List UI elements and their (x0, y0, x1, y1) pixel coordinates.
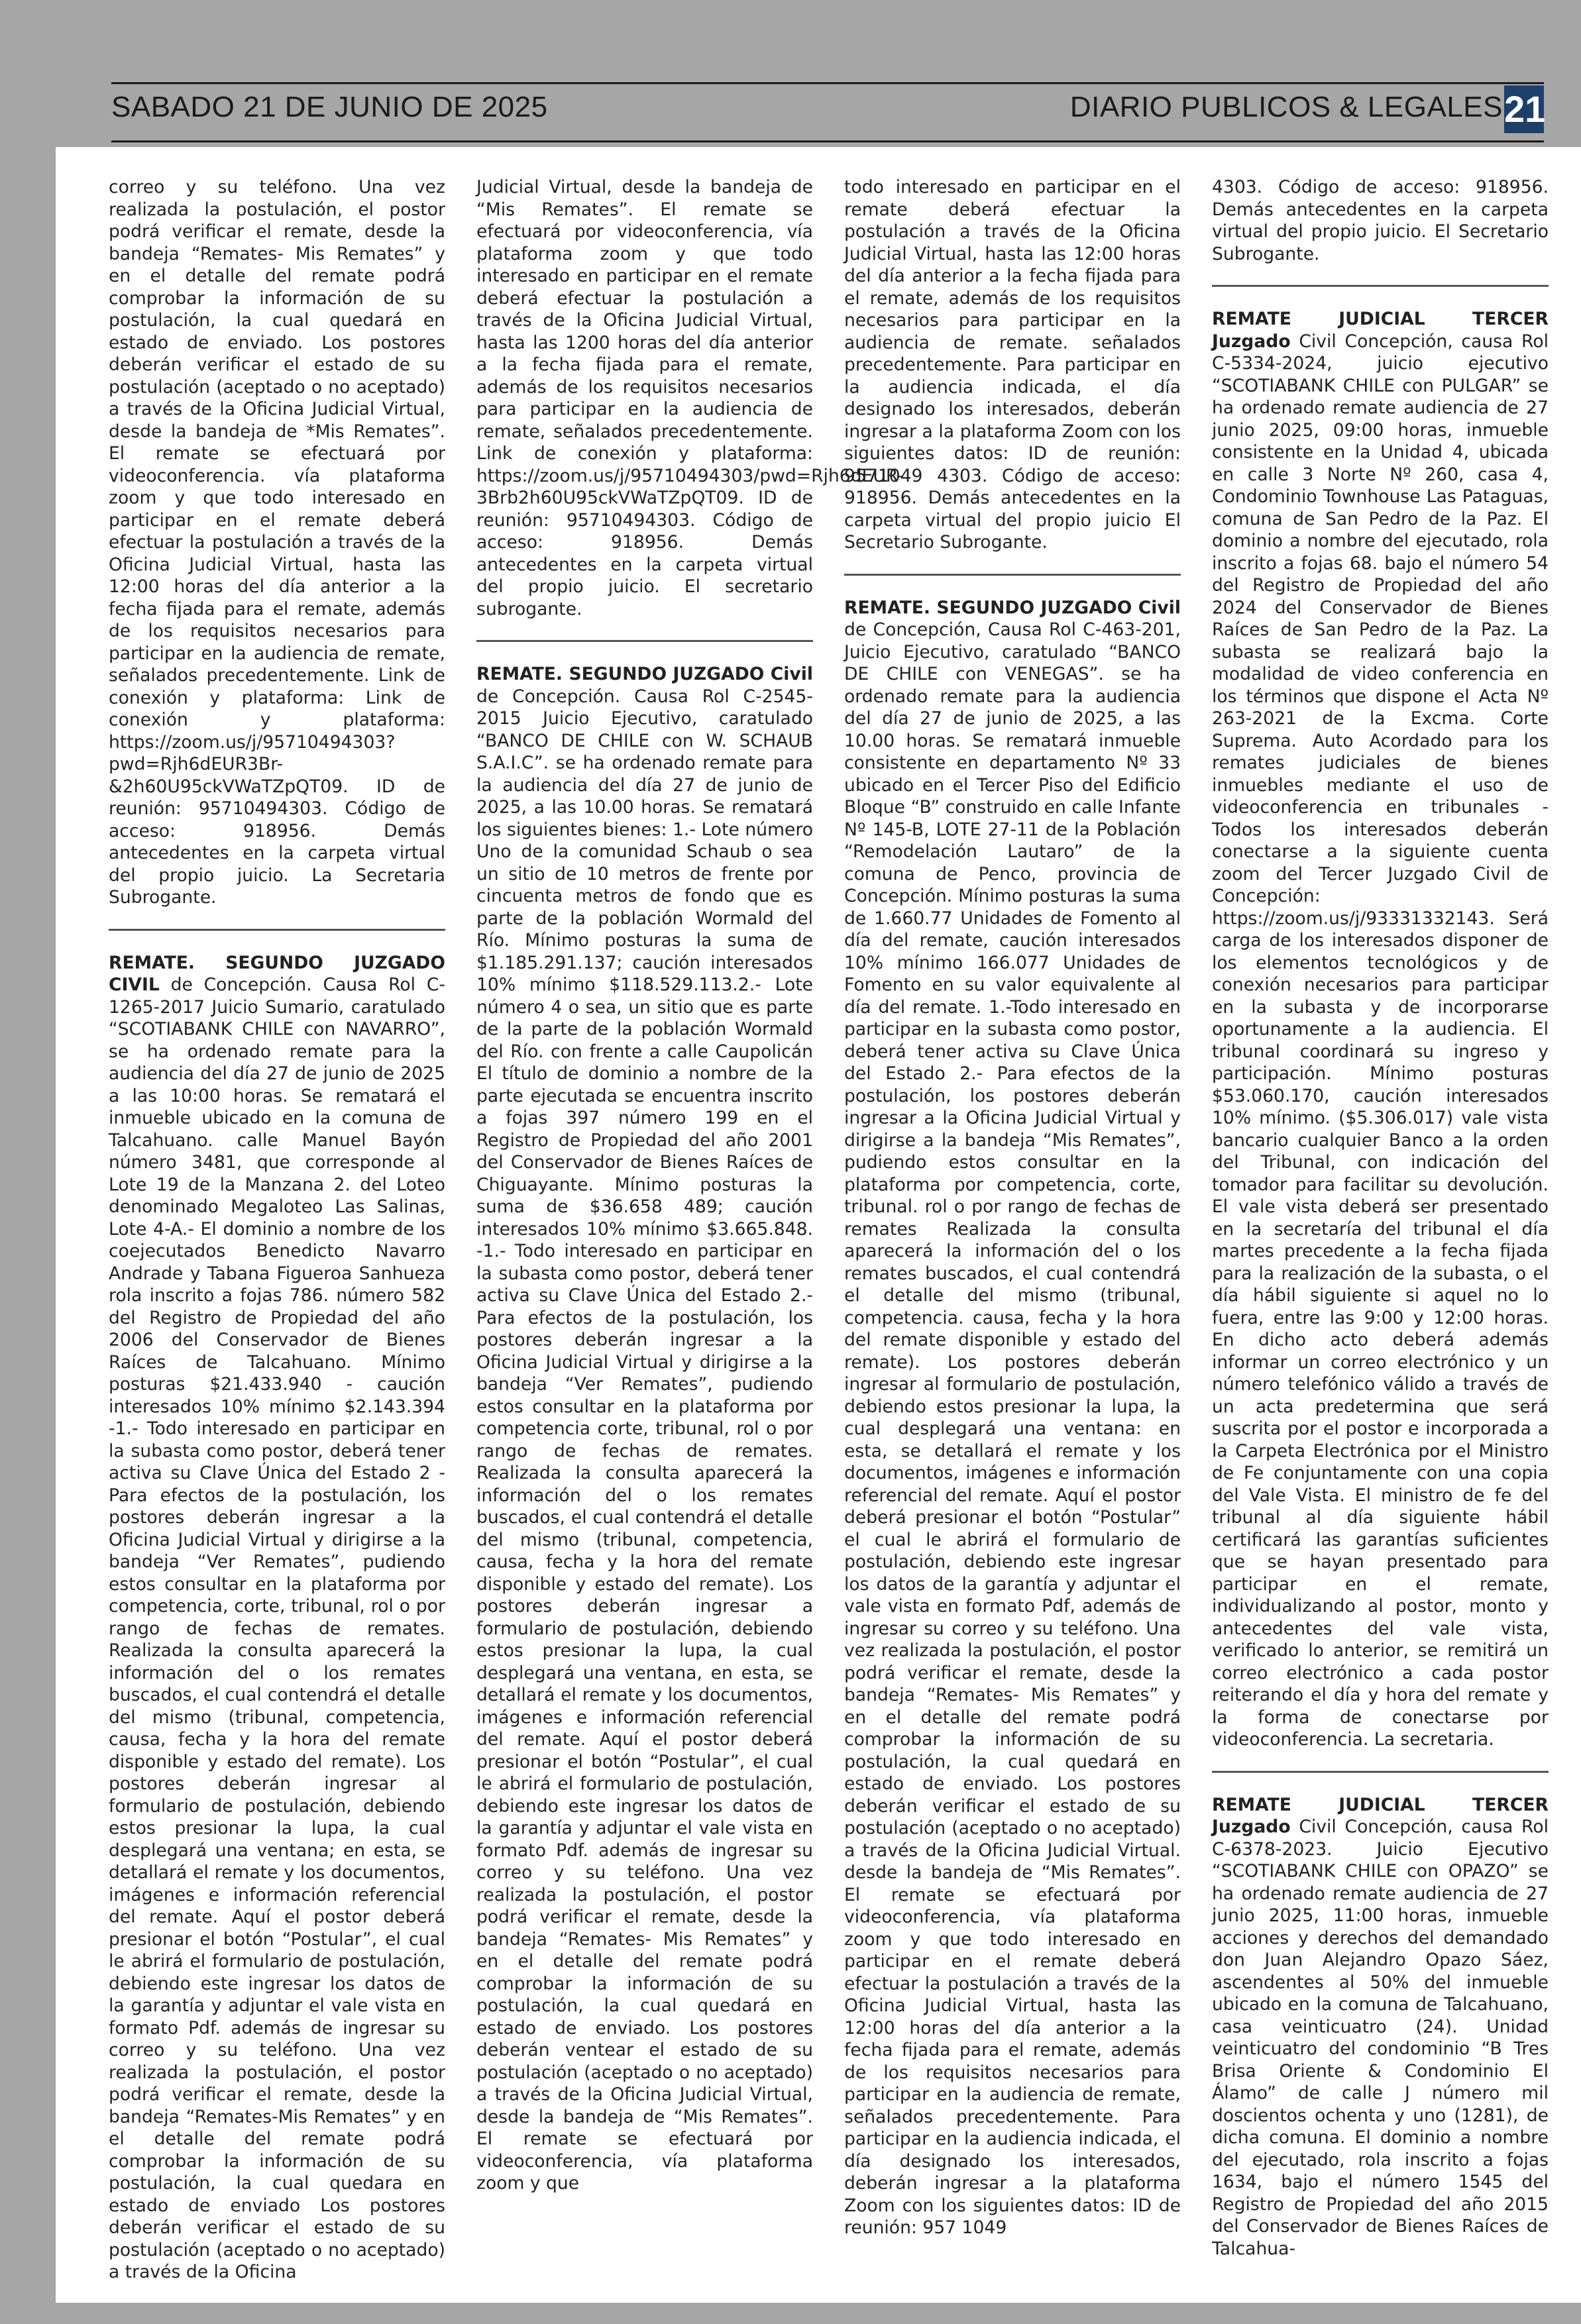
legal-notice (476, 663, 813, 2195)
notice-body: todo interesado en participar en el remate deberá efectuar la postulación a través de la Oficina Judicial Virtual, hasta las 12:00 horas del día anterior a la fecha fijada para el remate, además de los requisitos necesarios para participar en la audiencia de remate. señalados precedentemente. Para participar en la audiencia indicada, el día designado los interesados, deberán ingresar a la plataforma Zoom con los siguientes datos: ID de reunión: 9571049 4303. Código de acceso: 918956. Demás antecedentes en la carpeta virtual del propio juicio El Secretario Subrogante. (844, 177, 1181, 553)
notice-divider (844, 574, 1181, 576)
column-4 (1212, 176, 1549, 2260)
notice-heading: REMATE JUDICIAL TERCER Juzgado (1212, 1794, 1549, 1837)
legal-notice (109, 952, 445, 2284)
legal-notice (1212, 308, 1549, 1751)
notice-heading: REMATE. SEGUNDO JUZGADO CIVIL (109, 952, 445, 995)
legal-notice (1212, 176, 1549, 265)
legal-notice (476, 176, 904, 620)
notice-divider (109, 929, 445, 931)
notice-heading: REMATE. SEGUNDO JUZGADO Civil (476, 664, 813, 684)
page-body (56, 147, 1581, 2303)
notice-body: Judicial Virtual, desde la bandeja de “Mis Remates”. El remate se efectuará por videoconferencia, vía plataforma zoom y que todo interesado en participar en el remate deberá efectuar la postulación a través de la Oficina Judicial Virtual, hasta las 1200 horas del día anterior a la fecha fijada para el remate, además de los requisitos necesarios para participar en la audiencia de remate, señalados precedentemente. Link de conexión y plataforma: https://zoom.us/j/95710494303/pwd=Rjh6dEUR-3Brb2h60U95ckVWaTZpQT09. ID de reunión: 95710494303. Código de acceso: 918956. Demás antecedentes en la carpeta virtual del propio juicio. El secretario subrogante. (476, 177, 904, 619)
notice-heading: REMATE JUDICIAL TERCER Juzgado (1212, 309, 1549, 352)
notice-heading: REMATE. SEGUNDO JUZGADO Civil (844, 597, 1181, 618)
notice-divider (1212, 1771, 1549, 1773)
publication-title: DIARIO PUBLICOS & LEGALES (1069, 91, 1503, 123)
legal-notice (844, 176, 1181, 554)
column-2 (476, 176, 904, 2195)
legal-notice (109, 176, 445, 909)
legal-notice (844, 597, 1181, 2239)
page-header (111, 82, 1544, 142)
legal-notice (1212, 1794, 1549, 2260)
notice-body: de Concepción. Causa Rol C-1265-2017 Juicio Sumario, caratulado “SCOTIABANK CHILE con NAVARRO”, se ha ordenado remate para la audiencia del día 27 de junio de 2025 a las 10:00 horas. Se rematará el inmueble ubicado en la comuna de Talcahuano. calle Manuel Bayón número 3481, que corresponde al Lote 19 de la Manzana 2. del Loteo denominado Megaloteo Las Salinas, Lote 4-A.- El dominio a nombre de los coejecutados Benedicto Navarro Andrade y Tabana Figueroa Sanhueza rola inscrito a fojas 786. número 582 del Registro de Propiedad del año 2006 del Conservador de Bienes Raíces de Talcahuano. Mínimo posturas $21.433.940 - caución interesados 10% mínimo $2.143.394 -1.- Todo interesado en participar en la subasta como postor, deberá tener activa su Clave Única del Estado 2 -Para efectos de la postulación, los postores deberán ingresar a la Oficina Judicial Virtual y dirigirse a la bandeja “Ver Remates”, pudiendo estos consultar en la plataforma por competencia, corte, tribunal, rol o por rango de fechas de remates. Realizada la consulta aparecerá la información del o los remates buscados, el cual contendrá el detalle del mismo (tribunal, competencia, causa, fecha y la hora del remate disponible y estado del remate). Los postores deberán ingresar al formulario de postulación, debiendo estos presionar la lupa, la cual desplegará una ventana; en esta, se detallará el remate y los documentos, imágenes e información referencial del remate. Aquí el postor deberá presionar el botón “Postular”, el cual le abrirá el formulario de postulación, debiendo este ingresar los datos de la garantía y adjuntar el vale vista en formato Pdf. además de ingresar su correo y su teléfono. Una vez realizada la postulación, el postor podrá verificar el remate, desde la bandeja “Remates-Mis Remates” y en el detalle del remate podrá comprobar la información de su postulación, la cual quedara en estado de enviado Los postores deberán verificar el estado de su postulación (aceptado o no aceptado) a través de la Oficina (109, 975, 445, 2282)
issue-date: SABADO 21 DE JUNIO DE 2025 (111, 91, 548, 123)
notice-body: correo y su teléfono. Una vez realizada la postulación, el postor podrá verificar el remate, desde la bandeja “Remates- Mis Remates” y en el detalle del remate podrá comprobar la información de su postulación, la cual quedará en estado de enviado. Los postores deberán verificar el estado de su postulación (aceptado o no aceptado) a través de la Oficina Judicial Virtual, desde la bandeja de *Mis Remates”. El remate se efectuará por videoconferencia. vía plataforma zoom y que todo interesado en participar en el remate deberá efectuar la postulación a través de la Oficina Judicial Virtual, hasta las 12:00 horas del día anterior a la fecha fijada para el remate, además de los requisitos necesarios para participar en la audiencia de remate, señalados precedentemente. Link de conexión y plataforma: Link de conexión y plataforma: https://zoom.us/j/95710494303?pwd=Rjh6dEUR3Br-&2h60U95ckVWaTZpQT09. ID de reunión: 95710494303. Código de acceso: 918956. Demás antecedentes en la carpeta virtual del propio juicio. La Secretaria Subrogante. (109, 177, 445, 908)
page-number-badge: 21 (1504, 85, 1544, 133)
notice-divider (476, 640, 813, 642)
column-1 (109, 176, 445, 2284)
notice-body: de Concepción. Causa Rol C-2545-2015 Juicio Ejecutivo, caratulado “BANCO DE CHILE con W. SCHAUB S.A.I.C”. se ha ordenado remate para la audiencia del día 27 de junio de 2025, a las 10.00 horas. Se rematará los siguientes bienes: 1.- Lote número Uno de la comunidad Schaub o sea un sitio de 10 metros de frente por cincuenta metros de fondo que es parte de la población Wormald del Río. Mínimo posturas la suma de $1.185.291.137; caución interesados 10% mínimo $118.529.113.2.- Lote número 4 o sea, un sitio que es parte de la parte de la población Wormald del Río. con frente a calle Caupolicán El título de dominio a nombre de la parte ejecutada se encuentra inscrito a fojas 397 número 199 en el Registro de Propiedad del año 2001 del Conservador de Bienes Raíces de Chiguayante. Mínimo posturas la suma de $36.658 489; caución interesados 10% mínimo $3.665.848. -1.- Todo interesado en participar en la subasta como postor, deberá tener activa su Clave Única del Estado 2.- Para efectos de la postulación, los postores deberán ingresar a la Oficina Judicial Virtual y dirigirse a la bandeja “Ver Remates”, pudiendo estos consultar en la plataforma por competencia corte, tribunal, rol o por rango de fechas de remates. Realizada la consulta aparecerá la información del o los remates buscados, el cual contendrá el detalle del mismo (tribunal, competencia, causa, fecha y la hora del remate disponible y estado del remate). Los postores deberán ingresar a formulario de postulación, debiendo estos presionar la lupa, la cual desplegará una ventana, en esta, se detallará el remate y los documentos, imágenes e información referencial del remate. Aquí el postor deberá presionar el botón “Postular”, el cual le abrirá el formulario de postulación, debiendo este ingresar los datos de la garantía y adjuntar el vale vista en formato Pdf. además de ingresar su correo y su teléfono. Una vez realizada la postulación, el postor podrá verificar el remate, desde la bandeja “Remates- Mis Remates” y en el detalle del remate podrá comprobar la información de su postulación, la cual quedará en estado de enviado. Los postores deberán ventear el estado de su postulación (aceptado o no aceptado) a través de la Oficina Judicial Virtual, desde la bandeja de “Mis Remates”. El remate se efectuará por videoconferencia, vía plataforma zoom y que (476, 686, 813, 2193)
notice-divider (1212, 285, 1549, 287)
notice-body: Civil Concepción, causa Rol C-5334-2024, juicio ejecutivo “SCOTIABANK CHILE con PULGAR” se ha ordenado remate audiencia de 27 junio 2025, 09:00 horas, inmueble consistente en la Unidad 4, ubicada en calle 3 Norte Nº 260, casa 4, Condominio Townhouse Las Pataguas, comuna de San Pedro de la Paz. El dominio a nombre del ejecutado, rola inscrito a fojas 68. bajo el número 54 del Registro de Propiedad del año 2024 del Conservador de Bienes Raíces de San Pedro de la Paz. La subasta se realizará bajo la modalidad de video conferencia en los términos que dispone el Acta Nº 263-2021 de la Excma. Corte Suprema. Auto Acordado para los remates judiciales de bienes inmuebles mediante el uso de videoconferencia en tribunales - Todos los interesados deberán conectarse a la siguiente cuenta zoom del Tercer Juzgado Civil de Concepción: https://zoom.us/j/93331332143. Será carga de los interesados disponer de los elementos tecnológicos y de conexión necesarios para participar en la subasta y de incorporarse oportunamente a la audiencia. El tribunal coordinará su ingreso y participación. Mínimo posturas $53.060.170, caución interesados 10% mínimo. ($5.306.017) vale vista bancario cualquier Banco a la orden del Tribunal, con indicación del tomador para facilitar su devolución. El vale vista deberá ser presentado en la secretaría del tribunal el día martes precedente a la fecha fijada para la realización de la subasta, o el día hábil siguiente si aquel no lo fuera, entre las 9:00 y 12:00 horas. En dicho acto deberá además informar un correo electrónico y un número telefónico válido a través de un acta predetermina que será suscrita por el postor e incorporada a la Carpeta Electrónica por el Ministro de Fe conjuntamente con una copia del Vale Vista. El ministro de fe del tribunal al día siguiente hábil certificará las garantías suficientes que se hayan presentado para participar en el remate, individualizando al postor, monto y antecedentes del vale vista, verificado lo anterior, se remitirá un correo electrónico a cada postor reiterando el día y hora del remate y la forma de conectarse por videoconferencia. La secretaria. (1212, 331, 1549, 1750)
notice-body: de Concepción, Causa Rol C-463-201, Juicio Ejecutivo, caratulado “BANCO DE CHILE con VENEGAS”. se ha ordenado remate para la audiencia del día 27 de junio de 2025, a las 10.00 horas. Se rematará inmueble consistente en departamento Nº 33 ubicado en el Tercer Piso del Edificio Bloque “B” construido en calle Infante Nº 145-B, LOTE 27-11 de la Población “Remodelación Lautaro” de la comuna de Penco, provincia de Concepción. Mínimo posturas la suma de 1.660.77 Unidades de Fomento al día del remate, caución interesados 10% mínimo 166.077 Unidades de Fomento en su valor equivalente al día del remate. 1.-Todo interesado en participar en la subasta como postor, deberá tener activa su Clave Única del Estado 2.- Para efectos de la postulación, los postores deberán ingresar a la Oficina Judicial Virtual y dirigirse a la bandeja “Mis Remates”, pudiendo estos consultar en la plataforma por competencia, corte, tribunal. rol o por rango de fechas de remates Realizada la consulta aparecerá la información del o los remates buscados, el cual contendrá el detalle del mismo (tribunal, competencia. causa, fecha y la hora del remate disponible y estado del remate). Los postores deberán ingresar al formulario de postulación, debiendo estos presionar la lupa, la cual desplegará una ventana: en esta, se detallará el remate y los documentos, imágenes e información referencial del remate. Aquí el postor deberá presionar el botón “Postular” el cual le abrirá el formulario de postulación, debiendo este ingresar los datos de la garantía y adjuntar el vale vista en formato Pdf, además de ingresar su correo y su teléfono. Una vez realizada la postulación, el postor podrá verificar el remate, desde la bandeja “Remates- Mis Remates” y en el detalle del remate podrá comprobar la información de su postulación, la cual quedará en estado de enviado. Los postores deberán verificar el estado de su postulación (aceptado o no aceptado) a través de la Oficina Judicial Virtual. desde la bandeja de “Mis Remates”. El remate se efectuará por videoconferencia, vía plataforma zoom y que todo interesado en participar en el remate deberá efectuar la postulación a través de la Oficina Judicial Virtual, hasta las 12:00 horas del día anterior a la fecha fijada para el remate, además de los requisitos necesarios para participar en la audiencia de remate, señalados precedentemente. Para participar en la audiencia indicada, el día designado los interesados, deberán ingresar a la plataforma Zoom con los siguientes datos: ID de reunión: 957 1049 (844, 619, 1181, 2238)
notice-body: Civil Concepción, causa Rol C-6378-2023. Juicio Ejecutivo “SCOTIABANK CHILE con OPAZO” se ha ordenado remate audiencia de 27 junio 2025, 11:00 horas, inmueble acciones y derechos del demandado don Juan Alejandro Opazo Sáez, ascendentes al 50% del inmueble ubicado en la comuna de Talcahuano, casa veinticuatro (24). Unidad veinticuatro del condominio “B Tres Brisa Oriente & Condominio El Álamo” de calle J número mil doscientos ochenta y uno (1281), de dicha comuna. El dominio a nombre del ejecutado, rola inscrito a fojas 1634, bajo el número 1545 del Registro de Propiedad del año 2015 del Conservador de Bienes Raíces de Talcahua- (1212, 1817, 1549, 2259)
column-3 (844, 176, 1181, 2239)
notice-body: 4303. Código de acceso: 918956. Demás antecedentes en la carpeta virtual del propio juicio. El Secretario Subrogante. (1212, 177, 1549, 264)
